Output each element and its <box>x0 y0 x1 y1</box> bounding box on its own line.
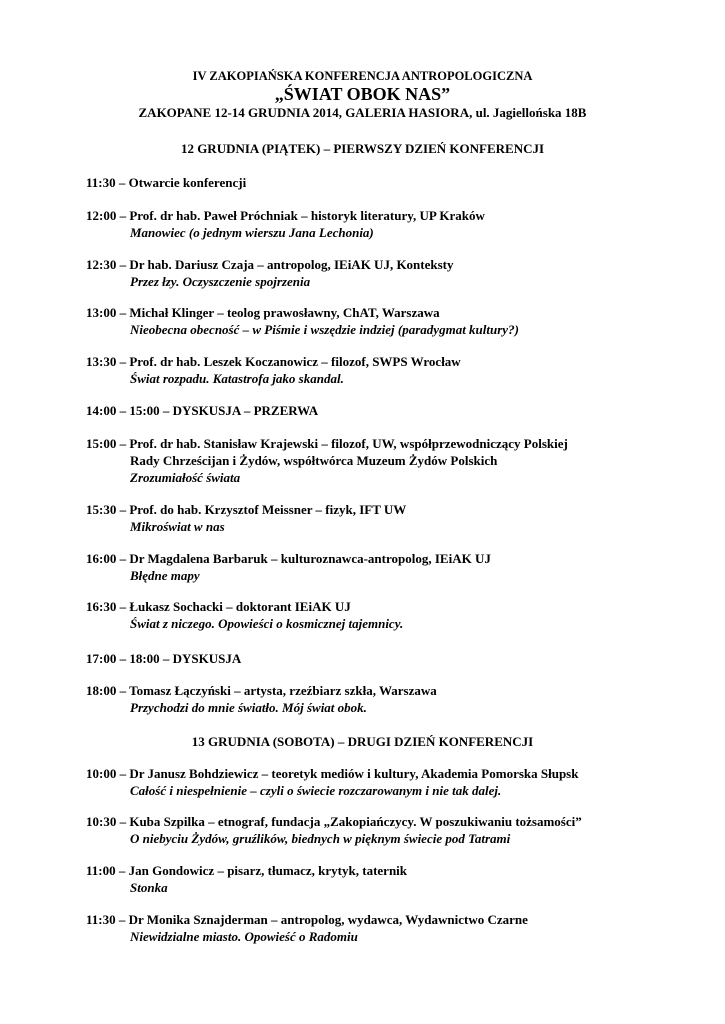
schedule-line: 17:00 – 18:00 – DYSKUSJA <box>86 651 242 666</box>
schedule-line: 11:30 – Dr Monika Sznajderman – antropolog, wydawca, Wydawnictwo Czarne <box>86 912 528 927</box>
schedule-item <box>86 435 666 486</box>
schedule-line: 10:00 – Dr Janusz Bohdziewicz – teoretyk mediów i kultury, Akademia Pomorska Słupsk <box>86 766 579 781</box>
schedule-line: 15:30 – Prof. do hab. Krzysztof Meissner – fizyk, IFT UW <box>86 502 407 517</box>
schedule-line: 12:00 – Prof. dr hab. Paweł Próchniak – historyk literatury, UP Kraków <box>86 208 485 223</box>
talk-title: Manowiec (o jednym wierszu Jana Lechonia) <box>130 225 374 240</box>
talk-title: Całość i niespełnienie – czyli o świecie rozczarowanym i nie tak dalej. <box>130 783 502 798</box>
schedule-line: 16:00 – Dr Magdalena Barbaruk – kulturoznawca-antropolog, IEiAK UJ <box>86 551 491 566</box>
conference-edition: IV ZAKOPIAŃSKA KONFERENCJA ANTROPOLOGICZNA <box>192 69 533 83</box>
talk-title: Błędne mapy <box>130 568 200 583</box>
day-heading-2: 13 GRUDNIA (SOBOTA) – DRUGI DZIEŃ KONFERENCJI <box>191 734 534 749</box>
schedule-line: 11:30 – Otwarcie konferencji <box>86 175 247 190</box>
schedule-line: 16:30 – Łukasz Sochacki – doktorant IEiAK UJ <box>86 599 351 614</box>
talk-title: Nieobecna obecność – w Piśmie i wszędzie indziej (paradygmat kultury?) <box>130 322 519 337</box>
schedule-item <box>86 813 666 847</box>
schedule-line: 15:00 – Prof. dr hab. Stanisław Krajewski – filozof, UW, współprzewodniczący Polskiej <box>86 436 568 451</box>
schedule-line: 11:00 – Jan Gondowicz – pisarz, tłumacz, krytyk, taternik <box>86 863 408 878</box>
document-header <box>0 68 725 121</box>
schedule-item <box>86 765 666 799</box>
schedule-item <box>86 682 666 716</box>
schedule-item <box>86 402 666 419</box>
day-heading-1: 12 GRUDNIA (PIĄTEK) – PIERWSZY DZIEŃ KONFERENCJI <box>180 141 545 156</box>
schedule-line: 18:00 – Tomasz Łączyński – artysta, rzeźbiarz szkła, Warszawa <box>86 683 437 698</box>
schedule-item <box>86 256 666 290</box>
schedule-line: 13:00 – Michał Klinger – teolog prawosławny, ChAT, Warszawa <box>86 305 440 320</box>
talk-title: O niebyciu Żydów, gruźlików, biednych w pięknym świecie pod Tatrami <box>130 831 511 846</box>
schedule-item <box>86 550 666 584</box>
schedule-item <box>86 174 666 191</box>
schedule-item <box>86 598 666 632</box>
talk-title: Świat z niczego. Opowieści o kosmicznej tajemnicy. <box>130 616 404 631</box>
schedule-item <box>86 911 666 945</box>
talk-title: Mikroświat w nas <box>130 519 225 534</box>
schedule-line: 10:30 – Kuba Szpilka – etnograf, fundacja „Zakopiańczycy. W poszukiwaniu tożsamości” <box>86 814 582 829</box>
talk-title: Świat rozpadu. Katastrofa jako skandal. <box>130 371 344 386</box>
schedule-item <box>86 304 666 338</box>
schedule-item <box>86 353 666 387</box>
schedule-line: 13:30 – Prof. dr hab. Leszek Koczanowicz – filozof, SWPS Wrocław <box>86 354 461 369</box>
schedule-item <box>86 650 666 667</box>
schedule-item <box>86 501 666 535</box>
schedule-line-continued: Rady Chrześcijan i Żydów, współtwórca Muzeum Żydów Polskich <box>130 453 498 468</box>
talk-title: Stonka <box>130 880 168 895</box>
talk-title: Przez łzy. Oczyszczenie spojrzenia <box>130 274 311 289</box>
schedule-item <box>86 207 666 241</box>
schedule-item <box>86 862 666 896</box>
conference-title: „ŚWIAT OBOK NAS” <box>274 84 451 104</box>
schedule-line: 14:00 – 15:00 – DYSKUSJA – PRZERWA <box>86 403 319 418</box>
schedule-line: 12:30 – Dr hab. Dariusz Czaja – antropolog, IEiAK UJ, Konteksty <box>86 257 454 272</box>
talk-title: Zrozumiałość świata <box>130 470 241 485</box>
conference-venue: ZAKOPANE 12-14 GRUDNIA 2014, GALERIA HASIORA, ul. Jagiellońska 18B <box>138 105 587 120</box>
talk-title: Przychodzi do mnie światło. Mój świat obok. <box>130 700 367 715</box>
talk-title: Niewidzialne miasto. Opowieść o Radomiu <box>130 929 358 944</box>
